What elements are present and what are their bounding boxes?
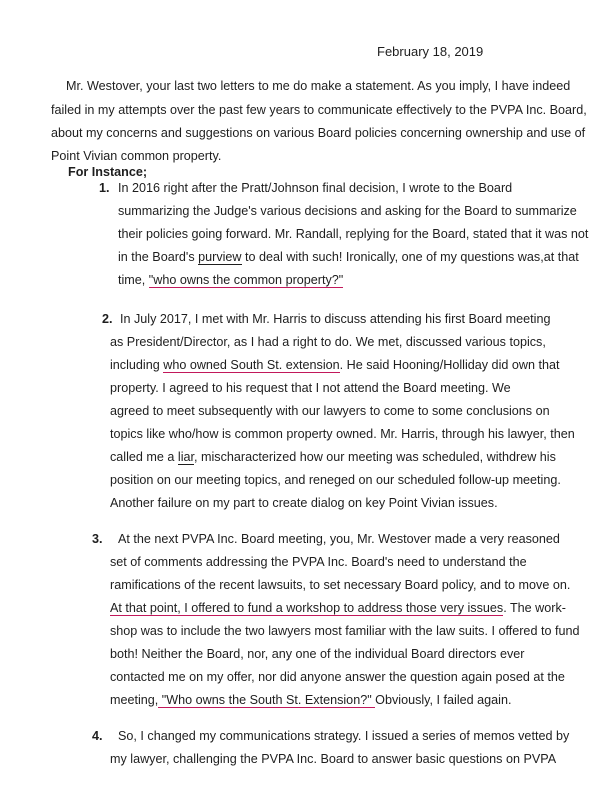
item-line: At the next PVPA Inc. Board meeting, you, Mr. Westover made a very reasoned: [118, 532, 560, 546]
item-line: contacted me on my offer, nor did anyone answer the question again posed at the: [110, 670, 565, 684]
item-number: 2.: [102, 312, 113, 326]
item-line: their policies going forward. Mr. Randall, replying for the Board, stated that it was not: [118, 227, 589, 241]
item-line: [118, 249, 579, 265]
intro-line: Point Vivian common property.: [51, 149, 222, 163]
item-line: both! Neither the Board, nor, any one of the individual Board directors ever: [110, 647, 525, 661]
highlighted-text: "who owns the common property?": [148, 273, 344, 287]
item-line: [110, 692, 511, 708]
underlined-text: purview: [198, 250, 242, 264]
text-segment: Obviously, I failed again.: [375, 693, 512, 707]
text-segment: time,: [118, 273, 149, 287]
text-segment: called me a: [110, 450, 178, 464]
item-line: [110, 449, 556, 465]
text-segment: to deal with such! Ironically, one of my questions was,at that: [241, 250, 579, 264]
item-line: property. I agreed to his request that I not attend the Board meeting. We: [110, 381, 511, 395]
item-line: topics like who/how is common property owned. Mr. Harris, through his lawyer, then: [110, 427, 575, 441]
item-line: [118, 272, 343, 288]
item-line: Another failure on my part to create dialog on key Point Vivian issues.: [110, 496, 498, 510]
item-line: as President/Director, as I had a right to do. We met, discussed various topics,: [110, 335, 546, 349]
item-number: 3.: [92, 532, 103, 546]
highlighted-text: At that point, I offered to fund a workshop to address those very issues: [110, 601, 504, 615]
highlighted-text: who owned South St. extension: [163, 358, 340, 372]
item-line: So, I changed my communications strategy. I issued a series of memos vetted by: [118, 729, 570, 743]
intro-line: Mr. Westover, your last two letters to me do make a statement. As you imply, I have indeed: [66, 79, 571, 93]
item-number: 1.: [99, 181, 110, 195]
text-segment: . The work-: [503, 601, 566, 615]
item-line: [110, 357, 559, 373]
item-line: ramifications of the recent lawsuits, to set necessary Board policy, and to move on.: [110, 578, 571, 592]
text-segment: , mischaracterized how our meeting was scheduled, withdrew his: [194, 450, 556, 464]
item-number: 4.: [92, 729, 103, 743]
underlined-text: liar: [177, 450, 195, 464]
intro-line: about my concerns and suggestions on various Board policies concerning ownership and use of: [51, 126, 586, 140]
section-heading: For Instance;: [68, 165, 148, 179]
item-line: In July 2017, I met with Mr. Harris to discuss attending his first Board meeting: [120, 312, 551, 326]
item-line: shop was to include the two lawyers most familiar with the law suits. I offered to fund: [110, 624, 580, 638]
item-line: position on our meeting topics, and reneged on our scheduled follow-up meeting.: [110, 473, 561, 487]
item-line: set of comments addressing the PVPA Inc. Board's need to understand the: [110, 555, 527, 569]
text-segment: meeting,: [110, 693, 159, 707]
item-line: summarizing the Judge's various decisions and asking for the Board to summarize: [118, 204, 577, 218]
intro-line: failed in my attempts over the past few years to communicate effectively to the PVPA Inc. Board,: [51, 103, 587, 117]
text-segment: including: [110, 358, 164, 372]
text-segment: . He said Hooning/Holliday did own that: [339, 358, 560, 372]
item-line: agreed to meet subsequently with our lawyers to come to some conclusions on: [110, 404, 550, 418]
text-segment: in the Board's: [118, 250, 199, 264]
item-line: In 2016 right after the Pratt/Johnson final decision, I wrote to the Board: [118, 181, 513, 195]
highlighted-text: "Who owns the South St. Extension?": [158, 693, 376, 707]
letter-date: February 18, 2019: [377, 44, 484, 59]
item-line: [110, 600, 566, 616]
item-line: my lawyer, challenging the PVPA Inc. Board to answer basic questions on PVPA: [110, 752, 557, 766]
